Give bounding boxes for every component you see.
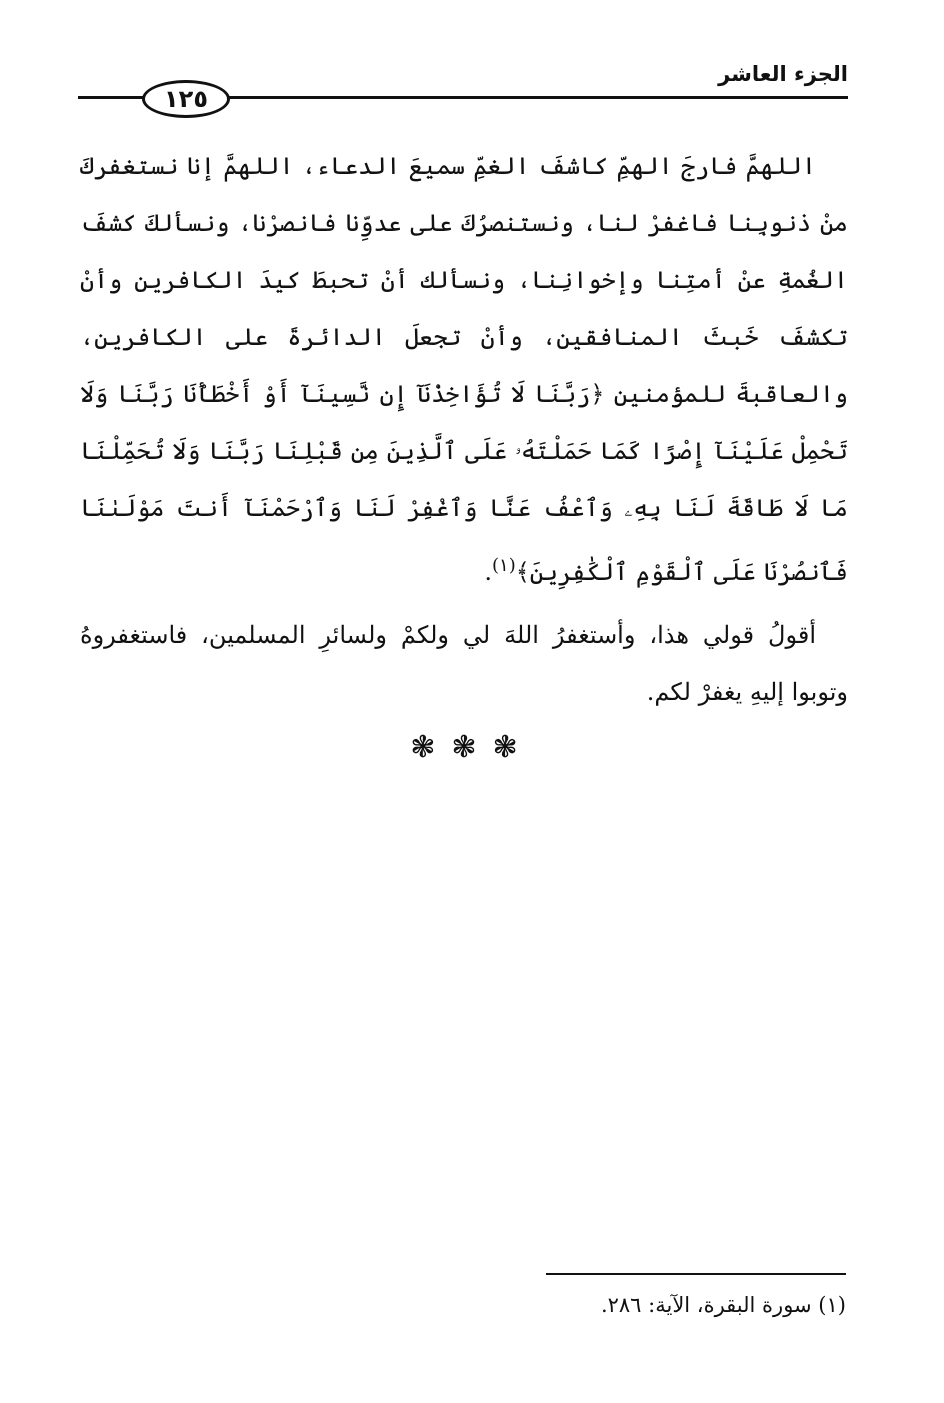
footnote-rule: [546, 1273, 846, 1275]
body-text: [80, 138, 848, 721]
page-number: ١٢٥: [142, 80, 230, 118]
footnote: (١) سورة البقرة، الآية: ٢٨٦.: [600, 1293, 846, 1317]
paragraph-dua: [80, 138, 848, 601]
paragraph-closing: أقولُ قولي هذا، وأستغفرُ اللهَ لي ولكمْ ولسائرِ المسلمين، فاستغفروهُ وتوبوا إليهِ يغفرْ لكم.: [80, 621, 848, 706]
paragraph-dua-end: .: [484, 558, 492, 586]
section-ornament-icon: ❃❃❃: [410, 730, 534, 765]
paragraph-dua-text: اللهمَّ فارجَ الهمِّ كاشفَ الغمِّ سميعَ الدعاء، اللهمَّ إنا نستغفركَ منْ ذنوبِنا فاغفرْ لنا، ونستنصرُكَ على عدوِّنا فانصرْنا، ونسألكَ كشفَ الغُمةِ عنْ أمتِنا وإخوانِنا، ونسألك أنْ تحبطَ كيدَ الكافرين وأنْ تكشفَ خَبثَ المنافقين، وأنْ تجعلَ الدائرةَ على الكافرين، والعاقبةَ للمؤمنين ﴿رَبَّنَا لَا تُؤَاخِذْنَآ إِن نَّسِينَآ أَوْ أَخْطَأْنَا رَبَّنَا وَلَا تَحْمِلْ عَلَيْنَآ إِصْرًا كَمَا حَمَلْتَهُۥ عَلَى ٱلَّذِينَ مِن قَبْلِنَا رَبَّنَا وَلَا تُحَمِّلْنَا مَا لَا طَاقَةَ لَنَا بِهِۦ وَٱعْفُ عَنَّا وَٱغْفِرْ لَنَا وَٱرْحَمْنَآ أَنتَ مَوْلَىٰنَا فَٱنصُرْنَا عَلَى ٱلْقَوْمِ ٱلْكَٰفِرِينَ﴾: [80, 152, 848, 586]
footnote-marker: (١): [492, 555, 516, 576]
running-title: الجزء العاشر: [718, 62, 848, 86]
page-header: [78, 58, 848, 118]
